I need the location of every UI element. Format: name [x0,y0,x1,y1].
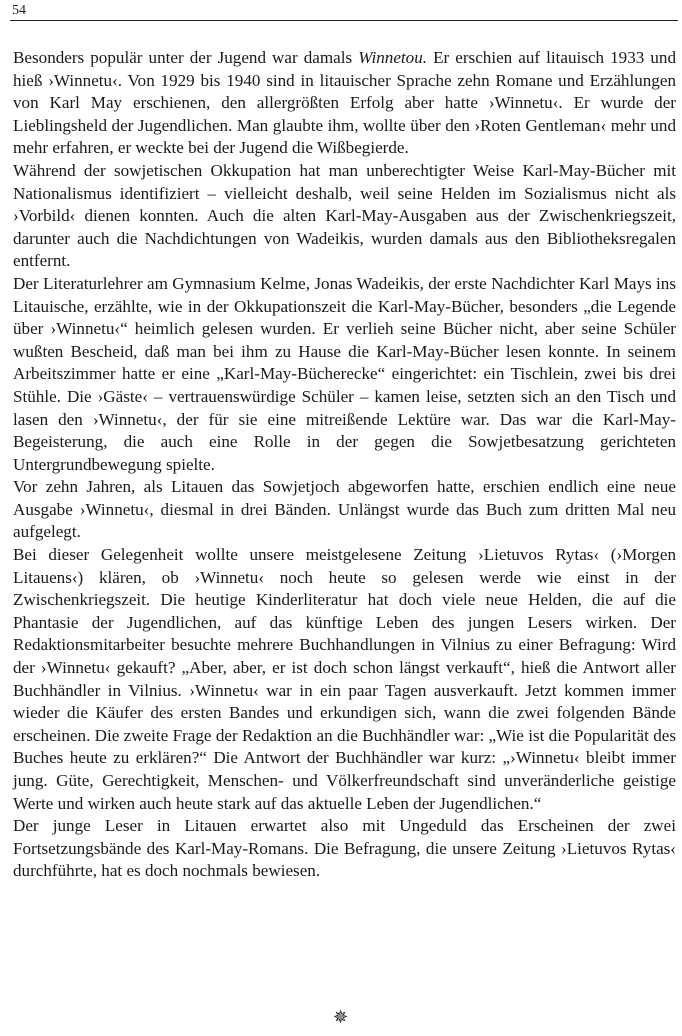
paragraph-text: Vor zehn Jahren, als Litauen das Sowjetjoch abgeworfen hatte, erschien endlich eine neue Ausgabe ›Winnetu‹, diesmal in drei Bänden. Unlängst wurde das Buch zum dritten Mal neu aufgelegt. [13,477,676,542]
paragraph [13,160,676,273]
paragraph [13,273,676,476]
body-text [13,47,676,883]
italic-title: Winnetou. [358,48,428,67]
paragraph-text: Besonders populär unter der Jugend war damals [13,48,359,67]
paragraph [13,815,676,883]
ornament-icon: ✵ [333,1007,349,1027]
paragraph-text: Während der sowjetischen Okkupation hat man unberechtigter Weise Karl-May-Bücher mit Nationalismus identifiziert – vielleicht deshalb, weil seine Helden im Sozialismus nicht als ›Vorbild‹ dienen konnten. Auch die alten Karl-May-Ausgaben aus der Zwischenkriegszeit, darunter auch die Nachdichtungen von Wadeikis, wurden damals aus den Bibliotheksregalen entfernt. [13,160,676,271]
page-number: 54 [12,3,26,18]
paragraph-text: Der Literaturlehrer am Gymnasium Kelme, Jonas Wadeikis, der erste Nachdichter Karl Mays ins Litauische, erzählte, wie in der Okkupationszeit die Karl-May-Bücher, besonders „die Legende über ›Winnetu‹“ heimlich gelesen wurden. Er verlieh seine Bücher nicht, aber seine Schüler wußten Bescheid, daß man bei ihm zu Hause die Karl-May-Bücher lesen konnte. In seinem Arbeitszimmer hatte er eine „Karl-May-Bücherecke“ eingerichtet: ein Tischlein, zwei bis drei Stühle. Die ›Gäste‹ – vertrauenswürdige Schüler – kamen leise, setzten sich an den Tisch und lasen den ›Winnetu‹, der für sie eine mitreißende Lektüre war. Das war die Karl-May-Begeisterung, die auch eine Rolle in der gegen die Sowjetbesatzung gerichteten Untergrundbewegung spielte. [13,273,676,474]
paragraph [13,476,676,544]
paragraph [13,47,676,160]
paragraph-text: Er erschien auf litauisch 1933 und hieß ›Winnetu‹. Von 1929 bis 1940 sind in litauischer Sprache zehn Romane und Erzählungen von Karl May erschienen, den allergrößten Erfolg aber hatte ›Winnetu‹. Er wurde der Lieblingsheld der Jugendlichen. Man glaubte ihm, wollte über den ›Roten Gentleman‹ mehr und mehr erfahren, er weckte bei der Jugend die Wißbegierde. [13,48,676,158]
paragraph [13,544,676,815]
paragraph-text: Bei dieser Gelegenheit wollte unsere meistgelesene Zeitung ›Lietuvos Rytas‹ (›Morgen Litauens‹) klären, ob ›Winnetu‹ noch heute so gelesen werde wie einst in der Zwischenkriegszeit. Die heutige Kinderliteratur hat doch viele neue Helden, die auf die Phantasie der Jugendlichen, auf das künftige Leben des jungen Lesers wirken. Der Redaktionsmitarbeiter besuchte mehrere Buchhandlungen in Vilnius zu einer Befragung: Wird der ›Winnetu‹ gekauft? „Aber, aber, er ist doch schon längst verkauft“, hieß die Antwort aller Buchhändler in Vilnius. ›Winnetu‹ war in ein paar Tagen ausverkauft. Jetzt kommen immer wieder die Käufer des ersten Bandes und erkundigen sich, wann die zwei folgenden Bände erscheinen. Die zweite Frage der Redaktion an die Buchhändler war: „Wie ist die Popularität des Buches heute zu erklären?“ Die Antwort der Buchhändler war kurz: „›Winnetu‹ bleibt immer jung. Güte, Gerechtigkeit, Menschen- und Völkerfreundschaft sind unveränderliche geistige Werte und wirken auch heute stark auf das aktuelle Leben der Jugendlichen.“ [13,545,676,813]
paragraph-text: Der junge Leser in Litauen erwartet also mit Ungeduld das Erscheinen der zwei Fortsetzungsbände des Karl-May-Romans. Die Befragung, die unsere Zeitung ›Lietuvos Rytas‹ durchführte, hat es doch nochmals bewiesen. [13,816,676,881]
header-rule [10,20,678,21]
